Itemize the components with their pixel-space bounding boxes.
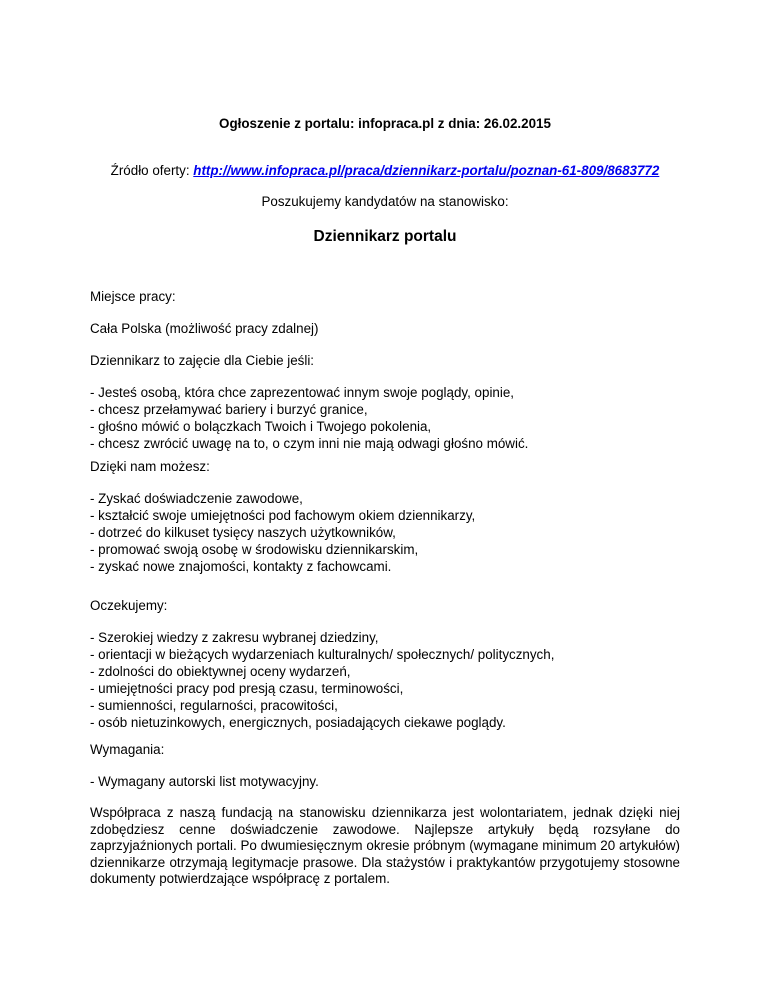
list-item: - Szerokiej wiedzy z zakresu wybranej dziedziny, xyxy=(90,630,379,645)
for-you-list xyxy=(90,384,680,452)
closing-paragraph: Współpraca z naszą fundacją na stanowisku dziennikarza jest wolontariatem, jednak dzięki niej zdobędziesz cenne doświadczenie zawodowe. Najlepsze artykuły będą rozsyłane do zaprzyjaźnionych portali. Po dwumiesięcznym okresie próbnym (wymagane minimum 20 artykułów) dziennikarze otrzymają legitymacje prasowe. Dla stażystów i praktykantów przygotujemy stosowne dokumenty potwierdzające współpracę z portalem. xyxy=(90,805,680,886)
closing-section xyxy=(90,805,680,888)
list-item: - osób nietuzinkowych, energicznych, posiadających ciekawe poglądy. xyxy=(90,715,506,730)
requirements-item: - Wymagany autorski list motywacyjny. xyxy=(90,774,319,789)
expectations-list-section xyxy=(90,629,680,731)
source-link[interactable]: http://www.infopraca.pl/praca/dziennikarz-portalu/poznan-61-809/8683772 xyxy=(193,163,660,178)
list-item: - chcesz zwrócić uwagę na to, o czym inni nie mają odwagi głośno mówić. xyxy=(90,436,529,451)
benefits-list xyxy=(90,490,680,575)
list-item: - Zyskać doświadczenie zawodowe, xyxy=(90,491,303,506)
list-item: - głośno mówić o bolączkach Twoich i Twojego pokolenia, xyxy=(90,419,432,434)
benefits-heading: Dzięki nam możesz: xyxy=(90,459,210,474)
expectations-heading: Oczekujemy: xyxy=(90,598,168,613)
intro-text: Poszukujemy kandydatów na stanowisko: xyxy=(261,194,509,209)
position-title: Dziennikarz portalu xyxy=(313,228,457,245)
requirements-item-section xyxy=(90,773,680,790)
benefits-heading-section xyxy=(90,458,680,475)
list-item: - kształcić swoje umiejętności pod fachowym okiem dziennikarzy, xyxy=(90,508,476,523)
benefits-list-section xyxy=(90,490,680,575)
workplace-value: Cała Polska (możliwość pracy zdalnej) xyxy=(90,321,319,336)
workplace-label: Miejsce pracy: xyxy=(90,289,176,304)
source-line xyxy=(90,163,680,178)
source-label: Źródło oferty: xyxy=(110,163,194,178)
announcement-title: Ogłoszenie z portalu: infopraca.pl z dnia: 26.02.2015 xyxy=(219,116,551,131)
workplace-label-section xyxy=(90,288,680,305)
requirements-heading-section xyxy=(90,741,680,758)
for-you-heading: Dziennikarz to zajęcie dla Ciebie jeśli: xyxy=(90,353,315,368)
list-item: - chcesz przełamywać bariery i burzyć granice, xyxy=(90,402,368,417)
for-you-list-section xyxy=(90,384,680,452)
expectations-heading-section xyxy=(90,597,680,614)
expectations-list xyxy=(90,629,680,731)
list-item: - zyskać nowe znajomości, kontakty z fachowcami. xyxy=(90,559,392,574)
list-item: - Jesteś osobą, która chce zaprezentować innym swoje poglądy, opinie, xyxy=(90,385,515,400)
list-item: - dotrzeć do kilkuset tysięcy naszych użytkowników, xyxy=(90,525,396,540)
for-you-heading-section xyxy=(90,352,680,369)
list-item: - umiejętności pracy pod presją czasu, terminowości, xyxy=(90,681,404,696)
list-item: - orientacji w bieżących wydarzeniach kulturalnych/ społecznych/ politycznych, xyxy=(90,647,555,662)
workplace-value-section xyxy=(90,320,680,337)
list-item: - promować swoją osobę w środowisku dziennikarskim, xyxy=(90,542,419,557)
list-item: - zdolności do obiektywnej oceny wydarzeń, xyxy=(90,664,351,679)
list-item: - sumienności, regularności, pracowitości, xyxy=(90,698,338,713)
requirements-heading: Wymagania: xyxy=(90,742,165,757)
